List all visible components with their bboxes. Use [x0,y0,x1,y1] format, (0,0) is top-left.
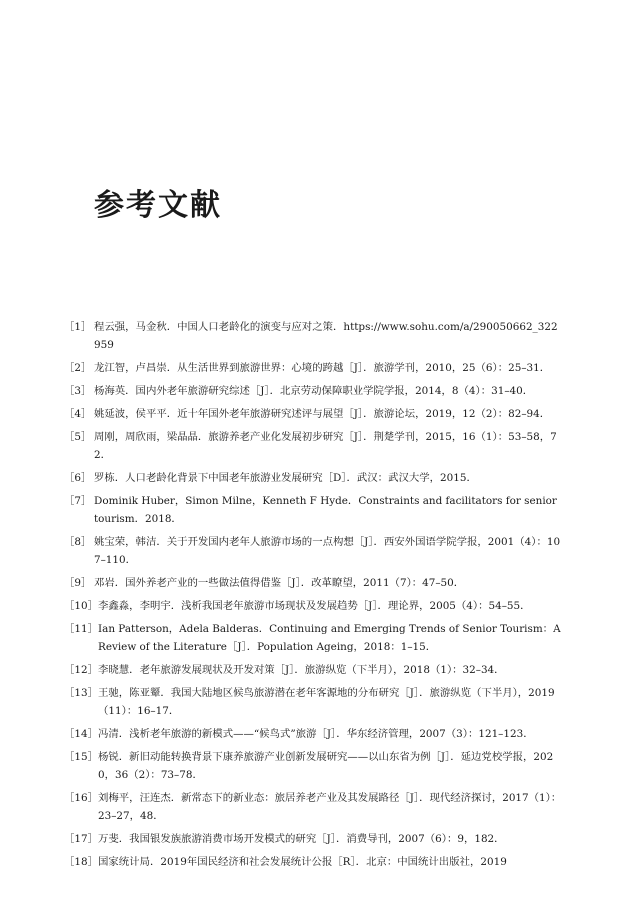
reference-text: 姚延波，侯平平．近十年国外老年旅游研究述评与展望［J］．旅游论坛，2019，12（2）：82–94． [94,408,551,420]
reference-item [64,359,564,377]
reference-item [64,725,564,743]
reference-item [64,574,564,592]
reference-item [64,382,564,400]
reference-text: 刘梅平，汪连杰．新常态下的新业态：旅居养老产业及其发展路径［J］．现代经济探讨，2017（1）：23–27，48． [98,792,562,822]
reference-item [64,492,564,528]
reference-number: ［6］ [64,472,92,484]
reference-number: ［13］ [64,687,99,699]
reference-text: 王驰，陈亚颦．我国大陆地区候鸟旅游潜在老年客源地的分布研究［J］．旅游纵览（下半月），2019（11）：16–17． [98,687,555,717]
reference-text: 邓岩．国外养老产业的一些做法值得借鉴［J］．改革瞭望，2011（7）：47–50． [94,577,465,589]
reference-number: ［7］ [64,495,92,507]
reference-number: ［8］ [64,536,92,548]
reference-item [64,684,564,720]
reference-text: Ian Patterson，Adela Balderas．Continuing and Emerging Trends of Senior Tourism：A Review of the Literature［J］．Population Ageing，2018：1–15． [98,623,561,653]
reference-number: ［16］ [64,792,99,804]
reference-item [64,318,564,354]
reference-text: 国家统计局．2019年国民经济和社会发展统计公报［R］．北京：中国统计出版社，2019 [98,856,507,868]
reference-number: ［4］ [64,408,92,420]
reference-item [64,405,564,423]
reference-text: 李晓慧．老年旅游发展现状及开发对策［J］．旅游纵览（下半月），2018（1）：32–34． [98,664,505,676]
reference-text: 杨海英．国内外老年旅游研究综述［J］．北京劳动保障职业学院学报，2014，8（4）：31–40． [94,385,534,397]
reference-number: ［14］ [64,728,99,740]
reference-number: ［12］ [64,664,99,676]
reference-item [64,830,564,848]
reference-number: ［5］ [64,431,92,443]
reference-text: 姚宝荣，韩洁．关于开发国内老年人旅游市场的一点构想［J］．西安外国语学院学报，2001（4）：107–110． [94,536,561,566]
reference-text: 冯清．浅析老年旅游的新模式——“候鸟式”旅游［J］．华东经济管理，2007（3）：121–123． [98,728,534,740]
reference-item [64,661,564,679]
reference-text: 程云强，马金秋．中国人口老龄化的演变与应对之策．https://www.sohu.com/a/290050662_322959 [94,321,558,351]
reference-number: ［15］ [64,751,99,763]
reference-item [64,469,564,487]
reference-item [64,853,564,871]
reference-number: ［2］ [64,362,92,374]
reference-text: 万斐．我国银发族旅游消费市场开发模式的研究［J］．消费导刊，2007（6）：9，182． [98,833,505,845]
page-title: 参考文献 [94,188,222,223]
reference-number: ［17］ [64,833,99,845]
reference-number: ［9］ [64,577,92,589]
reference-item [64,748,564,784]
reference-item [64,789,564,825]
reference-text: 周刚，周欣雨，梁晶晶．旅游养老产业化发展初步研究［J］．荆楚学刊，2015，16（1）：53–58，72． [94,431,557,461]
reference-item [64,428,564,464]
reference-number: ［11］ [64,623,99,635]
reference-number: ［10］ [64,600,99,612]
reference-item [64,597,564,615]
reference-number: ［3］ [64,385,92,397]
reference-item [64,533,564,569]
reference-text: 杨锐．新旧动能转换背景下康养旅游产业创新发展研究——以山东省为例［J］．延边党校学报，2020，36（2）：73–78． [98,751,554,781]
reference-number: ［18］ [64,856,99,868]
reference-text: 龙江智，卢昌崇．从生活世界到旅游世界：心境的跨越［J］．旅游学刊，2010，25（6）：25–31． [94,362,551,374]
reference-number: ［1］ [64,321,92,333]
reference-item [64,620,564,656]
reference-text: Dominik Huber，Simon Milne，Kenneth F Hyde．Constraints and facilitators for senior tourism．2018． [94,495,557,525]
reference-list [64,318,564,876]
reference-text: 李鑫淼，李明宇．浅析我国老年旅游市场现状及发展趋势［J］．理论界，2005（4）：54–55． [98,600,531,612]
reference-text: 罗栋．人口老龄化背景下中国老年旅游业发展研究［D］．武汉：武汉大学，2015． [94,472,477,484]
